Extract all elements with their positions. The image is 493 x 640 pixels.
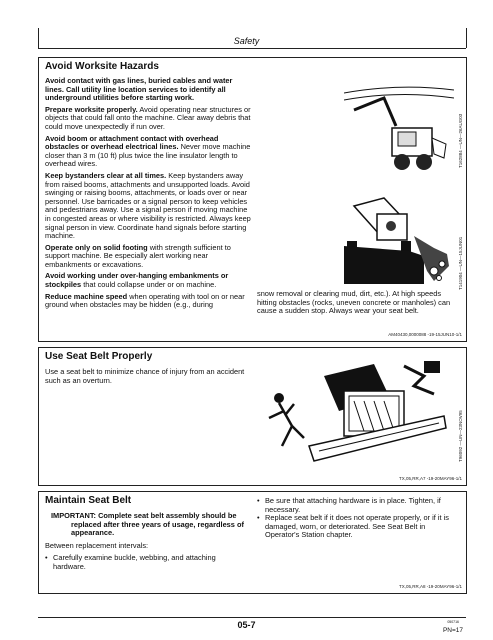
paragraph-footing: Operate only on solid footing with strength sufficient to support machine. Be especially alert working near embankments or excavations. <box>45 242 231 269</box>
important-note: IMPORTANT: Complete seat belt assembly should be replaced after three years of usage, regardless of appearance. <box>51 511 244 538</box>
section-header: Safety <box>233 36 260 46</box>
section-title: Use Seat Belt Properly <box>45 351 153 362</box>
list-item: • Be sure that attaching hardware is in place. Tighten, if necessary. <box>257 497 461 514</box>
section-title: Avoid Worksite Hazards <box>45 61 159 72</box>
worksite-hazards-section <box>38 57 467 342</box>
intervals-label: Between replacement intervals: <box>45 540 149 550</box>
pn-number: PN=17 <box>442 627 463 634</box>
paragraph-speed: Reduce machine speed when operating with tool on or near ground when obstacles may be hidden (e.g., during <box>45 291 245 310</box>
maintain-seat-belt-section <box>38 491 467 594</box>
reference-code: AM40430,0000088 -19-15JUN10-1/1 <box>388 332 462 337</box>
seat-belt-use-text: Use a seat belt to minimize chance of injury from an accident such as an overturn. <box>45 367 245 385</box>
paragraph-prepare: Prepare worksite properly. Avoid operating near structures or objects that could fall onto the machine. Clear away debris that could move unexpectedly if run over. <box>45 104 251 131</box>
section-title: Maintain Seat Belt <box>45 495 132 506</box>
overhead-wire-illustration <box>344 78 454 178</box>
left-column <box>45 77 251 310</box>
left-bullet-list <box>45 554 249 571</box>
overturn-illustration <box>264 356 449 471</box>
header-rule <box>38 48 466 49</box>
footer-code: 050716 <box>447 620 459 624</box>
image-code-3: T96092 —UN—23NOV95 <box>458 410 463 462</box>
embankment-illustration <box>339 186 454 291</box>
image-code-2: T141904 —UN—15JUN01 <box>458 236 463 290</box>
paragraph-bystanders: Keep bystanders clear at all times. Keep bystanders away from raised booms, attachments and unsupported loads. Avoid swinging or raising booms, attachments, or loads over or near personnel. Use barricades or a signal person to keep vehicles and pedestrians away. Use a signal person if moving machine in congested areas or where visibility is restricted. Always keep signal person in view. Coordinate hand signals before starting machine. <box>45 170 251 241</box>
list-item: • Replace seat belt if it does not operate properly, or if it is damaged, worn, or deteriorated. See Seat Belt in Operator's Station chapter. <box>257 514 461 540</box>
list-item: • Carefully examine buckle, webbing, and attaching hardware. <box>45 554 249 571</box>
right-column-continuation: snow removal or clearing mud, dirt, etc.). At high speeds hitting obstacles (rocks, uneven concrete or manholes) can cause a sudden stop. Always wear your seat belt. <box>257 289 451 316</box>
footer-rule <box>38 617 466 618</box>
paragraph-overhead: Avoid boom or attachment contact with overhead obstacles or overhead electrical lines. Never move machine closer than 3 m (10 ft) plus twice the line insulator length to overhead wires. <box>45 133 251 169</box>
paragraph-embankments: Avoid working under over-hanging embankments or stockpiles that could collapse under or on machine. <box>45 271 229 290</box>
right-bullet-list <box>257 497 461 540</box>
left-column <box>45 512 249 572</box>
reference-code: TX,05,RR,A8 -19-20MAY96-1/1 <box>399 584 462 589</box>
image-code-1: T162884 —UN—26AUG03 <box>458 113 463 168</box>
reference-code: TX,05,RR,A7 -19-20MAY96-1/1 <box>399 476 462 481</box>
seat-belt-use-section <box>38 347 467 486</box>
page-number: 05-7 <box>237 620 256 630</box>
paragraph-utilities: Avoid contact with gas lines, buried cables and water lines. Call utility line location services to identify all underground utilities before starting work. <box>45 76 233 103</box>
right-column <box>257 497 461 540</box>
